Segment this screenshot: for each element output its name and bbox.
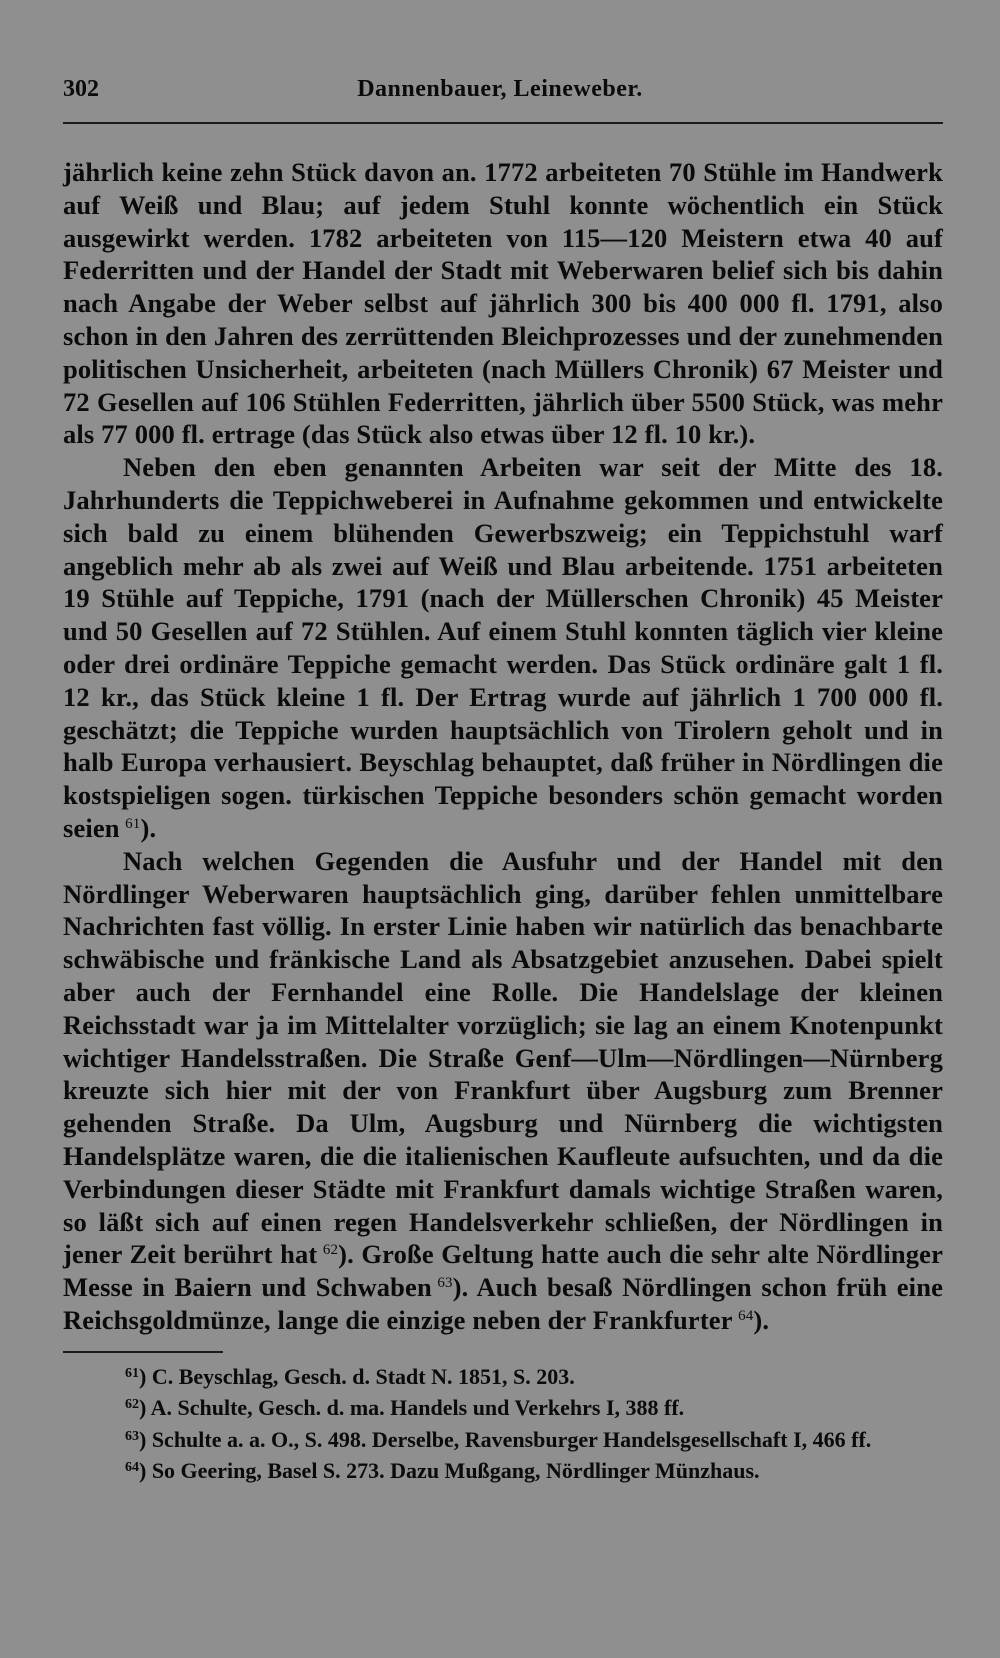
footnote-mark-62: 62 — [125, 1397, 139, 1413]
paragraph-3-tail: ). Große Geltung hatte auch die sehr alte Nördlinger Messe in Baiern und Schwaben — [63, 1239, 943, 1303]
footnote-ref-62[interactable]: 62 — [322, 1242, 339, 1259]
footnote-61-text: ) C. Beyschlag, Gesch. d. Stadt N. 1851, S. 203. — [139, 1363, 575, 1389]
footnote-62-text: ) A. Schulte, Gesch. d. ma. Handels und Verkehrs I, 388 ff. — [139, 1395, 685, 1421]
footnotes — [63, 1361, 943, 1487]
footnote-63-text: ) Schulte a. a. O., S. 498. Derselbe, Ravensburger Handelsgesellschaft I, 466 ff. — [139, 1426, 872, 1452]
main-text — [63, 156, 943, 1337]
footnote-61 — [63, 1361, 943, 1393]
footnote-62 — [63, 1392, 943, 1424]
paragraph-2-text: Neben den eben genannten Arbeiten war seit der Mitte des 18. Jahrhunderts die Teppichweberei in Aufnahme gekommen und entwickelte sich bald zu einem blühenden Gewerbszweig; ein Teppichstuhl warf angeblich mehr ab als zwei auf Weiß und Blau arbeitende. 1751 arbeiteten 19 Stühle auf Teppiche, 1791 (nach der Müllerschen Chronik) 45 Meister und 50 Gesellen auf 72 Stühlen. Auf einem Stuhl konnten täglich vier kleine oder drei ordinäre Teppiche gemacht werden. Das Stück ordinäre galt 1 fl. 12 kr., das Stück kleine 1 fl. Der Ertrag wurde auf jährlich 1 700 000 fl. geschätzt; die Teppiche wurden hauptsächlich von Tirolern geholt und in halb Europa verhausiert. Beyschlag behauptet, daß früher in Nördlingen die kostspieligen sogen. türkischen Teppiche besonders schön gemacht worden seien — [63, 452, 943, 843]
paragraph-2 — [63, 451, 943, 845]
paragraph-3 — [63, 845, 943, 1337]
paragraph-3-text: Nach welchen Gegenden die Ausfuhr und der Handel mit den Nördlinger Weberwaren hauptsächlich ging, darüber fehlen unmittelbare Nachrichten fast völlig. In erster Linie haben wir natürlich das benachbarte schwäbische und fränkische Land als Absatzgebiet anzusehen. Dabei spielt aber auch der Fernhandel eine Rolle. Die Handelslage der kleinen Reichsstadt war ja im Mittelalter vorzüglich; sie lag an einem Knotenpunkt wichtiger Handelsstraßen. Die Straße Genf—Ulm—Nördlingen—Nürnberg kreuzte sich hier mit der von Frankfurt über Augsburg zum Brenner gehenden Straße. Da Ulm, Augsburg und Nürnberg die wichtigsten Handelsplätze waren, die die italienischen Kaufleute aufsuchten, und da die Verbindungen dieser Städte mit Frankfurt damals wichtige Straßen waren, so läßt sich auf einen regen Handelsverkehr schließen, der Nördlingen in jener Zeit berührt hat — [63, 845, 943, 1270]
paragraph-2-tail: ). — [140, 812, 157, 843]
footnote-mark-63: 63 — [125, 1428, 139, 1444]
footnote-mark-64: 64 — [125, 1460, 139, 1476]
paragraph-1 — [63, 156, 943, 451]
footnote-ref-61[interactable]: 61 — [125, 815, 141, 832]
footnote-mark-61: 61 — [125, 1365, 139, 1381]
paragraph-1-text: jährlich keine zehn Stück davon an. 1772 arbeiteten 70 Stühle im Handwerk auf Weiß und Blau; auf jedem Stuhl konnte wöchentlich ein Stück ausgewirkt werden. 1782 arbeiteten von 115—120 Meistern etwa 40 auf Federritten und der Handel der Stadt mit Weberwaren belief sich bis dahin nach Angabe der Weber selbst auf jährlich 300 bis 400 000 fl. 1791, also schon in den Jahren des zerrüttenden Bleichprozesses und der zunehmenden politischen Unsicherheit, arbeiteten (nach Müllers Chronik) 67 Meister und 72 Gesellen auf 106 Stühlen Federritten, jährlich über 5500 Stück, was mehr als 77 000 fl. ertrage (das Stück also etwas über 12 fl. 10 kr.). — [63, 157, 943, 450]
book-page — [63, 76, 943, 1487]
footnote-ref-64[interactable]: 64 — [738, 1307, 754, 1324]
footnote-ref-63[interactable]: 63 — [437, 1275, 453, 1292]
paragraph-3-tail-2: ). Auch besaß Nördlingen schon früh eine Reichsgoldmünze, lange die einzige neben der Frankfurter — [63, 1272, 943, 1335]
footnote-64-text: ) So Geering, Basel S. 273. Dazu Mußgang, Nördlinger Münzhaus. — [139, 1458, 760, 1484]
footnote-64 — [63, 1455, 943, 1487]
paragraph-3-tail-3: ). — [753, 1304, 770, 1335]
footnote-divider — [63, 1351, 223, 1353]
footnote-63 — [63, 1424, 943, 1456]
page-number: 302 — [63, 76, 99, 102]
running-header — [63, 76, 943, 124]
running-title: Dannenbauer, Leineweber. — [357, 76, 643, 102]
